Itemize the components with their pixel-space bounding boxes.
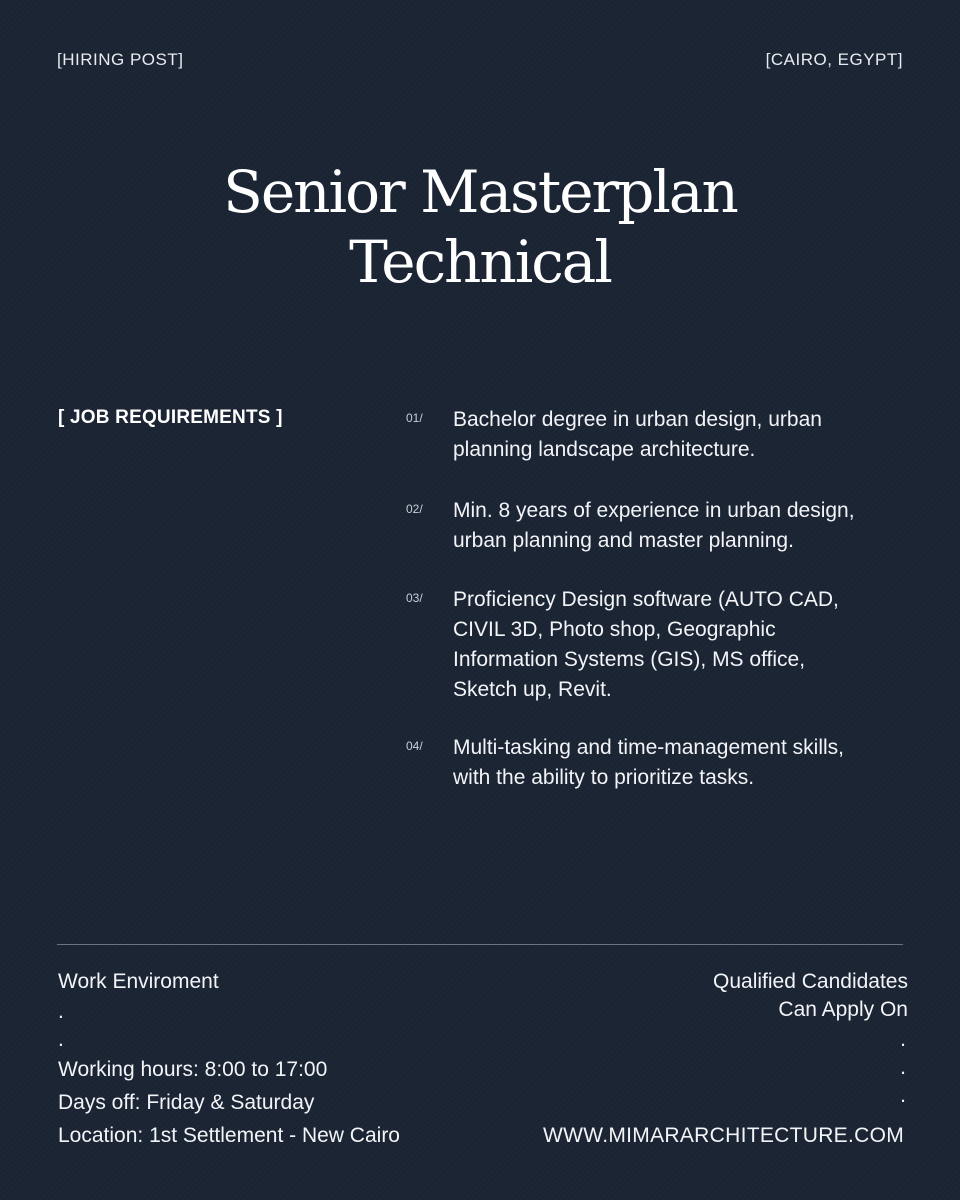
separator-dot: . (58, 1000, 64, 1023)
job-title (0, 157, 960, 297)
apply-heading-line-2: Can Apply On (778, 998, 908, 1021)
job-requirements-label: [ JOB REQUIREMENTS ] (58, 407, 283, 428)
requirement-line: planning landscape architecture. (453, 438, 756, 461)
work-environment-heading: Work Enviroment (58, 970, 219, 993)
requirement-line: with the ability to prioritize tasks. (453, 766, 755, 789)
requirement-number: 03/ (406, 591, 423, 605)
requirement-line: urban planning and master planning. (453, 529, 794, 552)
website-link[interactable]: WWW.MIMARARCHITECTURE.COM (543, 1124, 904, 1147)
requirement-line: Sketch up, Revit. (453, 678, 612, 701)
requirement-number: 04/ (406, 739, 423, 753)
requirement-text (453, 585, 923, 705)
requirement-line: Bachelor degree in urban design, urban (453, 408, 822, 431)
requirement-text (453, 733, 923, 793)
requirement-line: Min. 8 years of experience in urban design, (453, 499, 855, 522)
separator-dot: . (900, 1084, 906, 1107)
office-location: Location: 1st Settlement - New Cairo (58, 1124, 400, 1147)
job-title-line-1: Senior Masterplan (223, 158, 737, 226)
requirement-line: Proficiency Design software (AUTO CAD, (453, 588, 839, 611)
separator-dot: . (900, 1028, 906, 1051)
working-hours: Working hours: 8:00 to 17:00 (58, 1058, 328, 1081)
days-off: Days off: Friday & Saturday (58, 1091, 315, 1114)
apply-heading-line-1: Qualified Candidates (713, 970, 908, 993)
requirement-line: Information Systems (GIS), MS office, (453, 648, 806, 671)
separator-dot: . (900, 1056, 906, 1079)
separator-dot: . (58, 1028, 64, 1051)
requirement-text (453, 496, 923, 556)
job-title-line-2: Technical (349, 228, 611, 296)
requirement-number: 02/ (406, 502, 423, 516)
requirement-line: Multi-tasking and time-management skills, (453, 736, 844, 759)
hiring-post-tag: [HIRING POST] (57, 50, 184, 69)
footer-divider (57, 944, 903, 945)
location-tag: [CAIRO, EGYPT] (765, 50, 903, 69)
requirement-line: CIVIL 3D, Photo shop, Geographic (453, 618, 776, 641)
requirement-number: 01/ (406, 411, 423, 425)
requirement-text (453, 405, 923, 465)
